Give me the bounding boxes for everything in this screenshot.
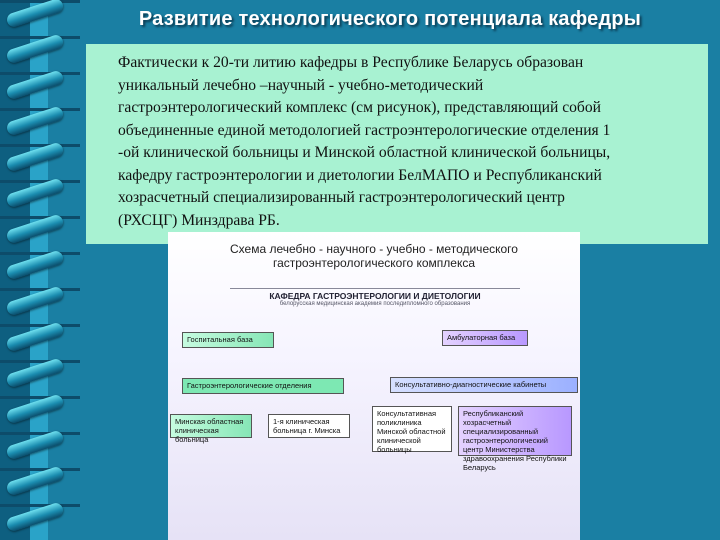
binding-ring	[5, 69, 64, 100]
binding-ring	[5, 249, 64, 280]
binding-ring	[5, 321, 64, 352]
binding-ring	[5, 465, 64, 496]
spiral-binding	[0, 0, 80, 540]
hospital-base-box: Госпитальная база	[182, 332, 274, 348]
slide-paragraph: Фактически к 20-ти литию кафедры в Республике Беларусь образован уникальный лечебно –научный - учебно-методический гастроэнтерологический комплекс (см рисунок), представляющий собой объединенные единой методологией гастроэнтерологические отделения 1 -ой клинической больницы и Минской областной клинической больницы, кафедру гастроэнтерологии и диетологии БелМАПО и Республиканский хозрасчетный специализированный гастроэнтерологический центр (РХСЦГ) Минздрава РБ.	[118, 54, 611, 229]
first-clinical-hospital-box: 1-я клиническая больница г. Минска	[268, 414, 350, 438]
consult-polyclinic-box: Консультативная поликлиника Минской областной клинической больницы	[372, 406, 452, 452]
binding-ring	[5, 285, 64, 316]
binding-ring	[5, 141, 64, 172]
binding-ring	[5, 393, 64, 424]
binding-ring	[5, 105, 64, 136]
binding-ring	[5, 357, 64, 388]
binding-ring	[5, 177, 64, 208]
department-header	[230, 288, 520, 307]
binding-ring	[5, 0, 64, 29]
department-title: КАФЕДРА ГАСТРОЭНТЕРОЛОГИИ И ДИЕТОЛОГИИ	[269, 291, 481, 301]
scheme-title: Схема лечебно - научного - учебно - методического гастроэнтерологического комплекса	[230, 242, 518, 270]
ambulatory-base-box: Амбулаторная база	[442, 330, 528, 346]
binding-ring	[5, 429, 64, 460]
gastro-departments-box: Гастроэнтерологические отделения	[182, 378, 344, 394]
binding-ring	[5, 33, 64, 64]
binding-ring	[5, 501, 64, 532]
binding-ring	[5, 213, 64, 244]
minsk-regional-hospital-box: Минская областная клиническая больница	[170, 414, 252, 438]
consult-diag-box: Консультативно-диагностические кабинеты	[390, 377, 578, 393]
scheme-figure	[168, 232, 580, 540]
republican-center-box: Республиканский хозрасчетный специализированный гастроэнтерологический центр Министерства здравоохранения Республики Беларусь	[458, 406, 572, 456]
department-subtitle: белорусская медицинская академия последипломного образования	[279, 301, 471, 307]
slide-title: Развитие технологического потенциала кафедры	[138, 8, 642, 30]
